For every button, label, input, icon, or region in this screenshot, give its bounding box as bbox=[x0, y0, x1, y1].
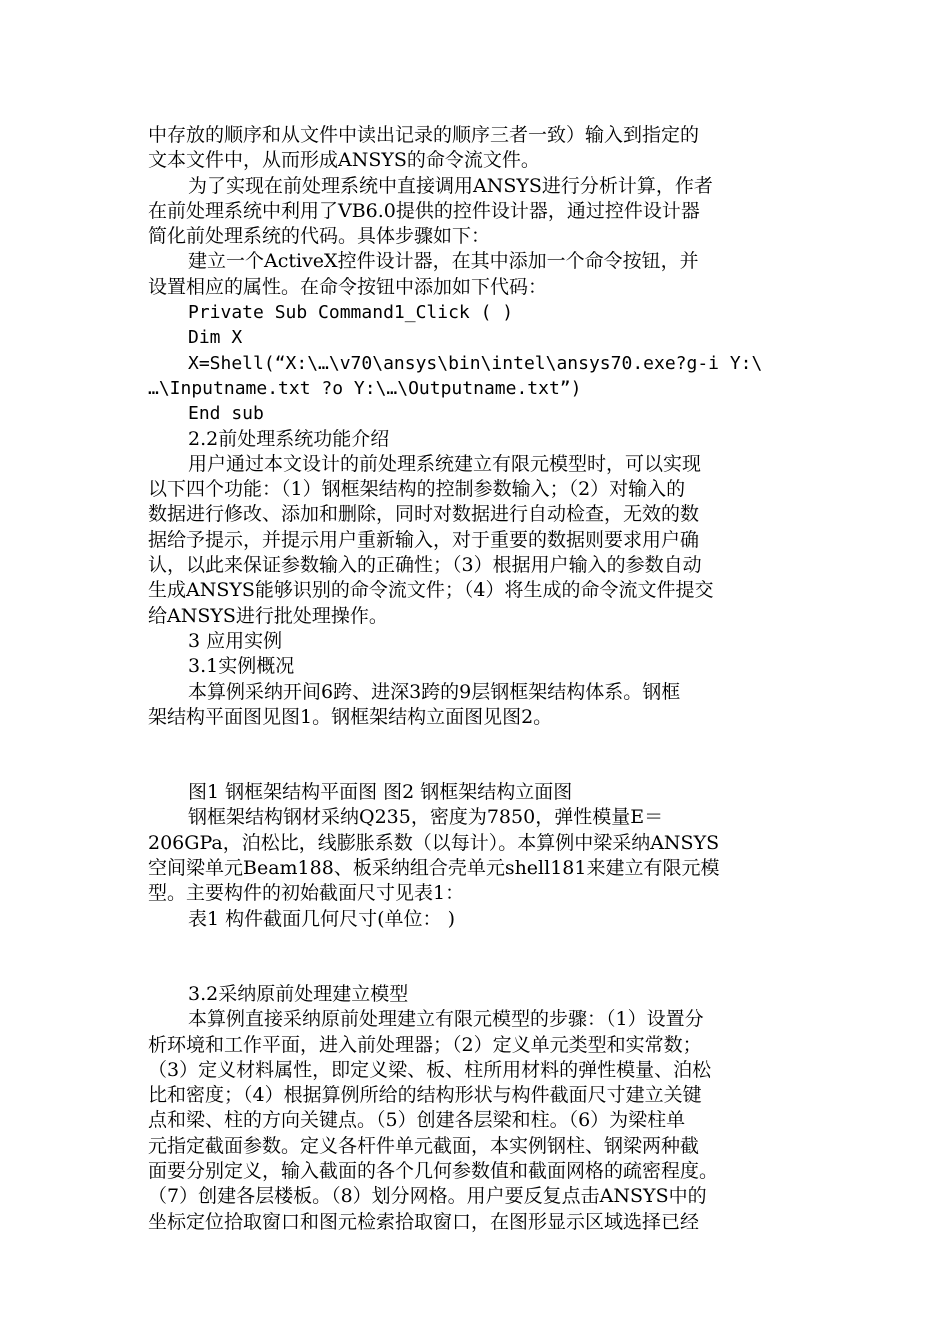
code-line: Private Sub Command1_Click ( ) bbox=[188, 302, 514, 324]
section-heading: 2.2前处理系统功能介绍 bbox=[188, 427, 390, 450]
code-line: X=Shell(“X:\…\v70\ansys\bin\intel\ansys70.exe?g-i Y:\ bbox=[188, 352, 763, 374]
text-line: 坐标定位拾取窗口和图元检索拾取窗口，在图形显示区域选择已经 bbox=[148, 1210, 700, 1233]
text-line: 简化前处理系统的代码。具体步骤如下： bbox=[148, 225, 491, 248]
table-caption: 表1 构件截面几何尺寸(单位： ) bbox=[188, 907, 455, 930]
code-line: …\Inputname.txt ?o Y:\…\Outputname.txt”) bbox=[148, 377, 582, 399]
paragraph-start: 本算例直接采纳原前处理建立有限元模型的步骤：（1）设置分 bbox=[188, 1008, 704, 1031]
paragraph-start: 建立一个ActiveX控件设计器，在其中添加一个命令按钮，并 bbox=[188, 250, 699, 273]
text-line: 以下四个功能：（1）钢框架结构的控制参数输入；（2）对输入的 bbox=[148, 478, 686, 501]
section-heading: 3.1实例概况 bbox=[188, 655, 295, 678]
section-heading: 3 应用实例 bbox=[188, 629, 283, 652]
code-line: End sub bbox=[188, 403, 264, 425]
text-line: 在前处理系统中利用了VB6.0提供的控件设计器，通过控件设计器 bbox=[148, 199, 700, 222]
text-line: （3）定义材料属性，即定义梁、板、柱所用材料的弹性模量、泊松 bbox=[148, 1058, 712, 1081]
text-line: 设置相应的属性。在命令按钮中添加如下代码： bbox=[148, 275, 548, 298]
text-line: 数据进行修改、添加和删除，同时对数据进行自动检查，无效的数 bbox=[148, 503, 700, 526]
figure-space bbox=[148, 730, 808, 780]
text-line: 型。主要构件的初始截面尺寸见表1： bbox=[148, 882, 465, 905]
text-line: 生成ANSYS能够识别的命令流文件；（4）将生成的命令流文件提交 bbox=[148, 579, 714, 602]
text-line: 面要分别定义，输入截面的各个几何参数值和截面网格的疏密程度。 bbox=[148, 1159, 719, 1182]
section-heading: 3.2采纳原前处理建立模型 bbox=[188, 982, 409, 1005]
table-space bbox=[148, 932, 808, 982]
text-line: 据给予提示，并提示用户重新输入，对于重要的数据则要求用户确 bbox=[148, 528, 700, 551]
paragraph-start: 用户通过本文设计的前处理系统建立有限元模型时，可以实现 bbox=[188, 452, 702, 475]
text-line: 空间梁单元Beam188、板采纳组合壳单元shell181来建立有限元模 bbox=[148, 857, 720, 880]
text-line: 元指定截面参数。定义各杆件单元截面，本实例钢柱、钢梁两种截 bbox=[148, 1134, 700, 1157]
paragraph-start: 钢框架结构钢材采纳Q235，密度为7850，弹性模量E＝ bbox=[188, 806, 664, 829]
code-line: Dim X bbox=[188, 327, 243, 349]
text-line: （7）创建各层楼板。（8）划分网格。用户要反复点击ANSYS中的 bbox=[148, 1185, 707, 1208]
paragraph-start: 本算例采纳开间6跨、进深3跨的9层钢框架结构体系。钢框 bbox=[188, 680, 681, 703]
figure-caption: 图1 钢框架结构平面图 图2 钢框架结构立面图 bbox=[188, 781, 573, 804]
text-line: 文本文件中，从而形成ANSYS的命令流文件。 bbox=[148, 149, 540, 172]
text-line: 点和梁、柱的方向关键点。（5）创建各层梁和柱。（6）为梁柱单 bbox=[148, 1109, 686, 1132]
paragraph-start: 为了实现在前处理系统中直接调用ANSYS进行分析计算，作者 bbox=[188, 174, 713, 197]
text-line: 析环境和工作平面，进入前处理器；（2）定义单元类型和实常数； bbox=[148, 1033, 702, 1056]
document-body bbox=[148, 123, 808, 1235]
text-line: 206GPa，泊松比，线膨胀系数（以每计）。本算例中梁采纳ANSYS bbox=[148, 831, 720, 854]
text-line: 认，以此来保证参数输入的正确性；（3）根据用户输入的参数自动 bbox=[148, 554, 702, 577]
text-line: 中存放的顺序和从文件中读出记录的顺序三者一致）输入到指定的 bbox=[148, 124, 700, 146]
text-line: 架结构平面图见图1。钢框架结构立面图见图2。 bbox=[148, 705, 553, 728]
text-line: 给ANSYS进行批处理操作。 bbox=[148, 604, 388, 627]
text-line: 比和密度；（4）根据算例所给的结构形状与构件截面尺寸建立关键 bbox=[148, 1084, 702, 1107]
